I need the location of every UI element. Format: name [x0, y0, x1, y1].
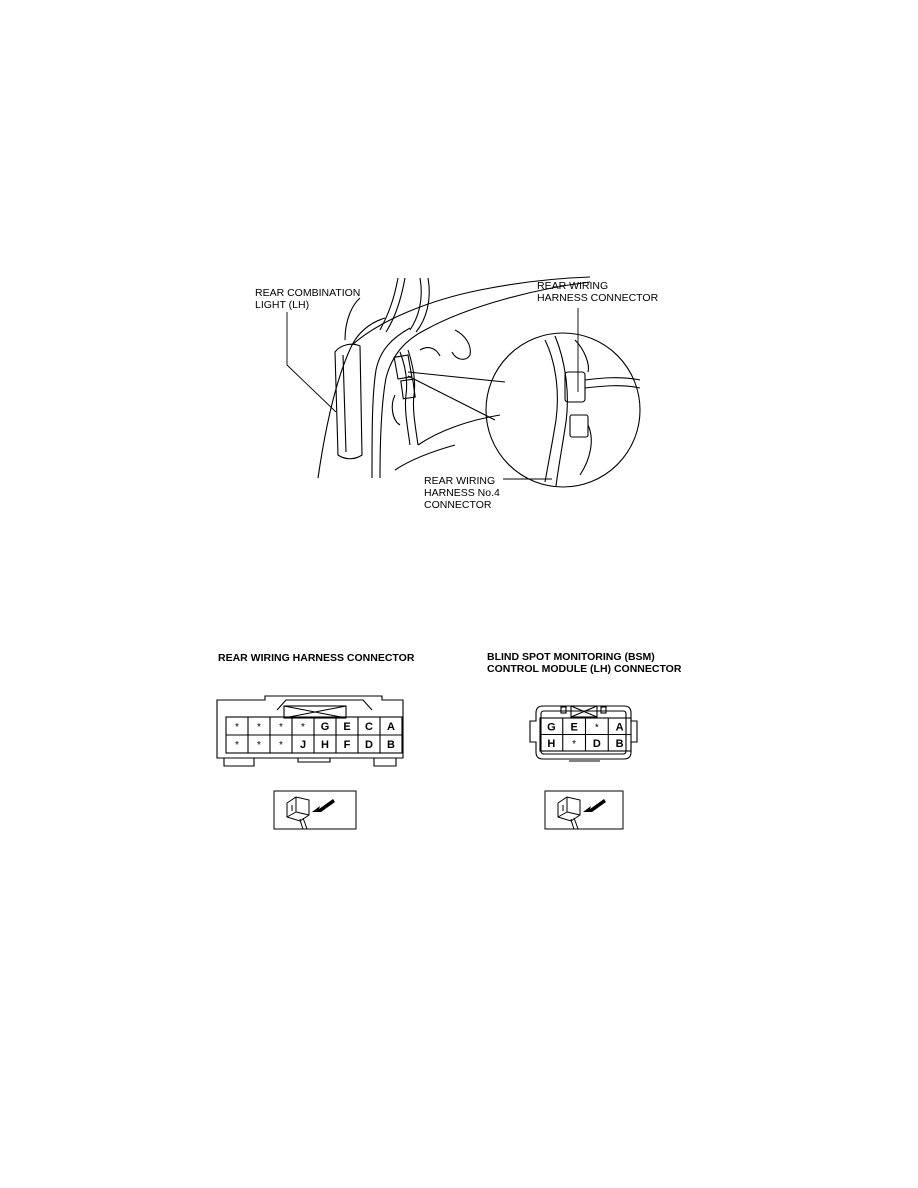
- pin-label: A: [387, 721, 395, 733]
- pin-label: *: [594, 722, 599, 734]
- pin-label: H: [321, 739, 329, 751]
- callout-rear-combination-light: REAR COMBINATION LIGHT (LH): [255, 287, 361, 311]
- pin-label: D: [592, 737, 601, 750]
- pin-label: G: [547, 721, 556, 734]
- pin-label: *: [235, 722, 239, 733]
- callout-rear-wiring-harness-connector: REAR WIRING HARNESS CONNECTOR: [537, 280, 659, 304]
- pin-label: J: [299, 739, 307, 751]
- bsm-connector-title: BLIND SPOT MONITORING (BSM) CONTROL MODULE (LH) CONNECTOR: [487, 651, 682, 675]
- pin-label: *: [279, 740, 283, 751]
- pin-label: E: [570, 721, 578, 734]
- pin-label: F: [343, 739, 351, 751]
- pin-label: *: [257, 740, 261, 751]
- pin-label: *: [301, 722, 305, 733]
- pin-label: A: [615, 721, 624, 734]
- pin-label: *: [279, 722, 283, 733]
- pin-label: B: [387, 739, 395, 751]
- rear-wiring-connector-title: REAR WIRING HARNESS CONNECTOR: [218, 652, 415, 664]
- pin-label: G: [320, 721, 330, 733]
- pin-label: *: [235, 740, 239, 751]
- callout-rear-wiring-harness-no4-connector: REAR WIRING HARNESS No.4 CONNECTOR: [424, 475, 500, 511]
- pin-label: *: [257, 722, 261, 733]
- pin-label: E: [343, 721, 351, 733]
- pin-label: C: [365, 721, 373, 733]
- pin-label: *: [572, 738, 577, 750]
- pin-label: B: [615, 737, 624, 750]
- pin-label: H: [547, 737, 556, 750]
- pin-label: D: [365, 739, 373, 751]
